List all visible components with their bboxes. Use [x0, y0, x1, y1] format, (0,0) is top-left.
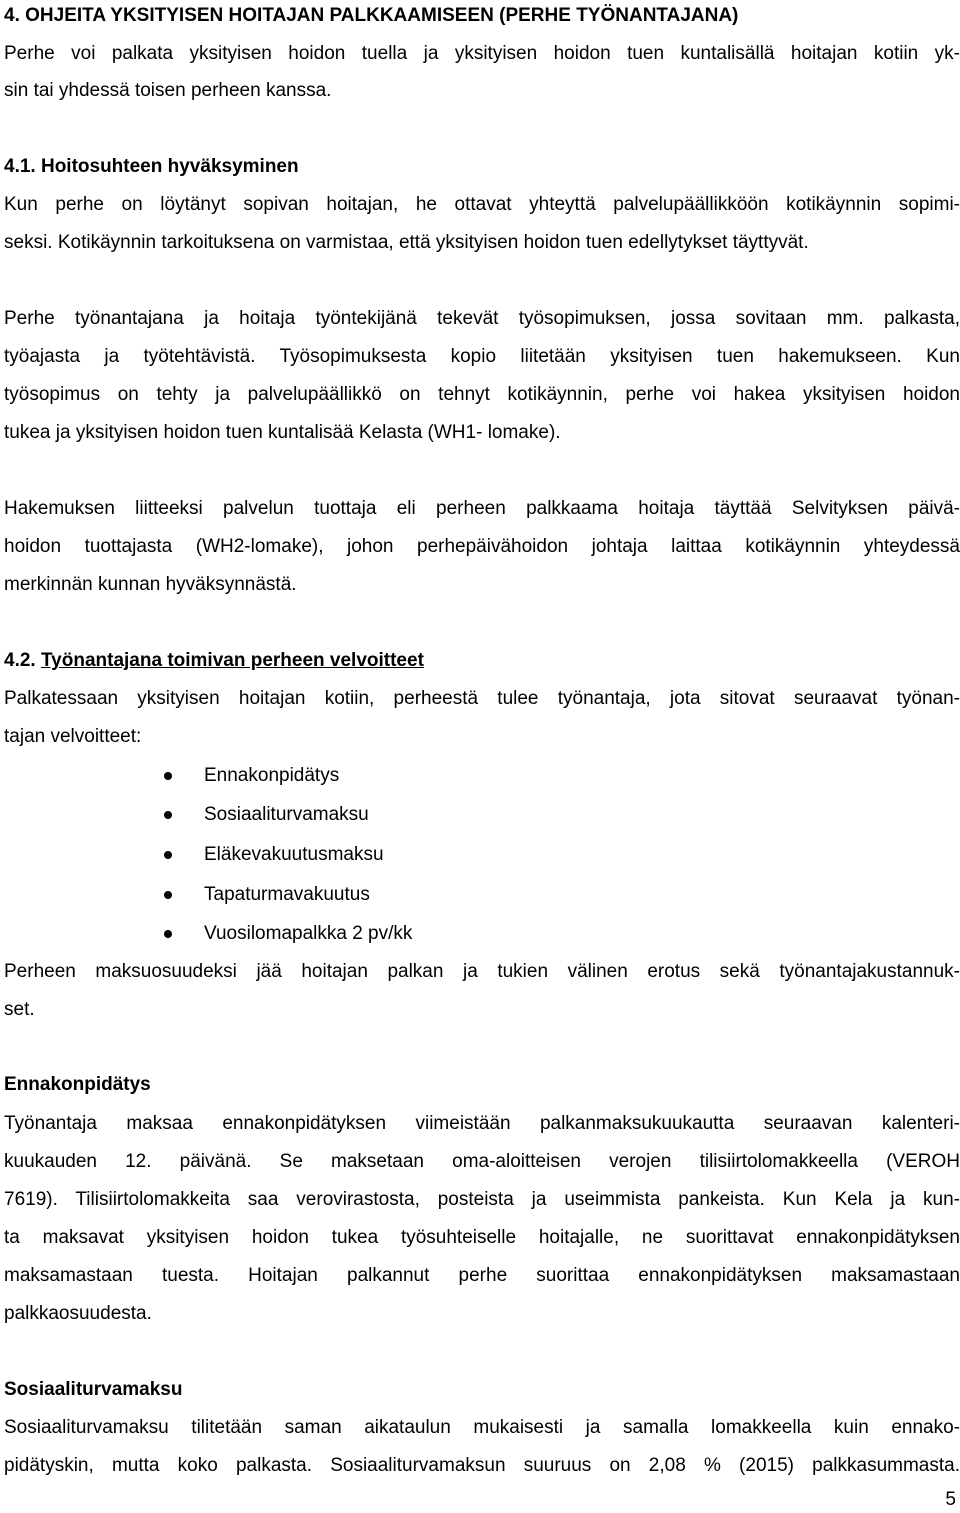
list-item-text: Ennakonpidätys: [204, 765, 340, 786]
paragraph-line: Perheen maksuosuudeksi jää hoitajan palkan ja tukien välinen erotus sekä työnantajakustannuk-: [4, 961, 960, 982]
paragraph-line: työajasta ja työtehtävistä. Työsopimuksesta kopio liitetään yksityisen tuen hakemukseen. Kun: [4, 346, 960, 367]
page-number: 5: [945, 1489, 956, 1510]
paragraph-line: pidätyskin, mutta koko palkasta. Sosiaaliturvamaksun suuruus on 2,08 % (2015) palkkasummasta.: [4, 1455, 960, 1476]
paragraph-line: työsopimus on tehty ja palvelupäällikkö on tehnyt kotikäynnin, perhe voi hakea yksityisen hoidon: [4, 384, 960, 405]
paragraph-line: Kun perhe on löytänyt sopivan hoitajan, he ottavat yhteyttä palvelupäällikköön kotikäynnin sopimi-: [4, 194, 960, 215]
paragraph-line: Perhe voi palkata yksityisen hoidon tuella ja yksityisen hoidon tuen kuntalisällä hoitajan kotiin yk-: [4, 43, 960, 64]
sosiaaliturvamaksu-heading: Sosiaaliturvamaksu: [4, 1379, 183, 1400]
bullet-icon: [164, 891, 172, 899]
list-item-text: Eläkevakuutusmaksu: [204, 844, 384, 865]
list-item-text: Sosiaaliturvamaksu: [204, 804, 369, 825]
paragraph-line: Sosiaaliturvamaksu tilitetään saman aikataulun mukaisesti ja samalla lomakkeella kuin ennako-: [4, 1417, 960, 1438]
bullet-icon: [164, 851, 172, 859]
paragraph-line: Palkatessaan yksityisen hoitajan kotiin, perheestä tulee työnantaja, jota sitovat seuraavat työnan-: [4, 688, 960, 709]
paragraph-line: palkkaosuudesta.: [4, 1303, 152, 1324]
paragraph-line: tukea ja yksityisen hoidon tuen kuntalisää Kelasta (WH1- lomake).: [4, 422, 561, 443]
bullet-icon: [164, 811, 172, 819]
paragraph-line: Työnantaja maksaa ennakonpidätyksen viimeistään palkanmaksukuukautta seuraavan kalenteri-: [4, 1113, 960, 1134]
paragraph-line: merkinnän kunnan hyväksynnästä.: [4, 574, 297, 595]
paragraph-line: sin tai yhdessä toisen perheen kanssa.: [4, 80, 332, 101]
section-title: Työnantajana toimivan perheen velvoitteet: [40, 650, 424, 671]
section-number: 4.2.: [4, 650, 36, 671]
paragraph-line: 7619). Tilisiirtolomakkeita saa verovirastosta, posteista ja useimmista pankeista. Kun Kela ja kun-: [4, 1189, 960, 1210]
paragraph-line: maksamastaan tuesta. Hoitajan palkannut perhe suorittaa ennakonpidätyksen maksamastaan: [4, 1265, 960, 1286]
paragraph-line: seksi. Kotikäynnin tarkoituksena on varmistaa, että yksityisen hoidon tuen edellytykset täyttyvät.: [4, 232, 809, 253]
paragraph-line: kuukauden 12. päivänä. Se maksetaan oma-aloitteisen verojen tilisiirtolomakkeella (VEROH: [4, 1151, 960, 1172]
bullet-icon: [164, 930, 172, 938]
paragraph-line: ta maksavat yksityisen hoidon tukea työsuhteiselle hoitajalle, ne suorittavat ennakonpidätyksen: [4, 1227, 960, 1248]
paragraph-line: hoidon tuottajasta (WH2-lomake), johon perhepäivähoidon johtaja laittaa kotikäynnin yhteydessä: [4, 536, 960, 557]
list-item-text: Tapaturmavakuutus: [204, 884, 370, 905]
paragraph-line: tajan velvoitteet:: [4, 726, 142, 747]
list-item-text: Vuosilomapalkka 2 pv/kk: [204, 923, 413, 944]
section-4-2-heading: [4, 649, 960, 673]
section-4-1-heading: 4.1. Hoitosuhteen hyväksyminen: [4, 156, 299, 177]
bullet-icon: [164, 772, 172, 780]
paragraph-line: Hakemuksen liitteeksi palvelun tuottaja eli perheen palkkaama hoitaja täyttää Selvityksen päivä-: [4, 498, 960, 519]
paragraph-line: Perhe työnantajana ja hoitaja työntekijänä tekevät työsopimuksen, jossa sovitaan mm. palkasta,: [4, 308, 960, 329]
ennakonpidatys-heading: Ennakonpidätys: [4, 1074, 151, 1095]
paragraph-line: set.: [4, 999, 35, 1020]
section-4-heading: 4. OHJEITA YKSITYISEN HOITAJAN PALKKAAMISEEN (PERHE TYÖNANTAJANA): [4, 5, 739, 26]
